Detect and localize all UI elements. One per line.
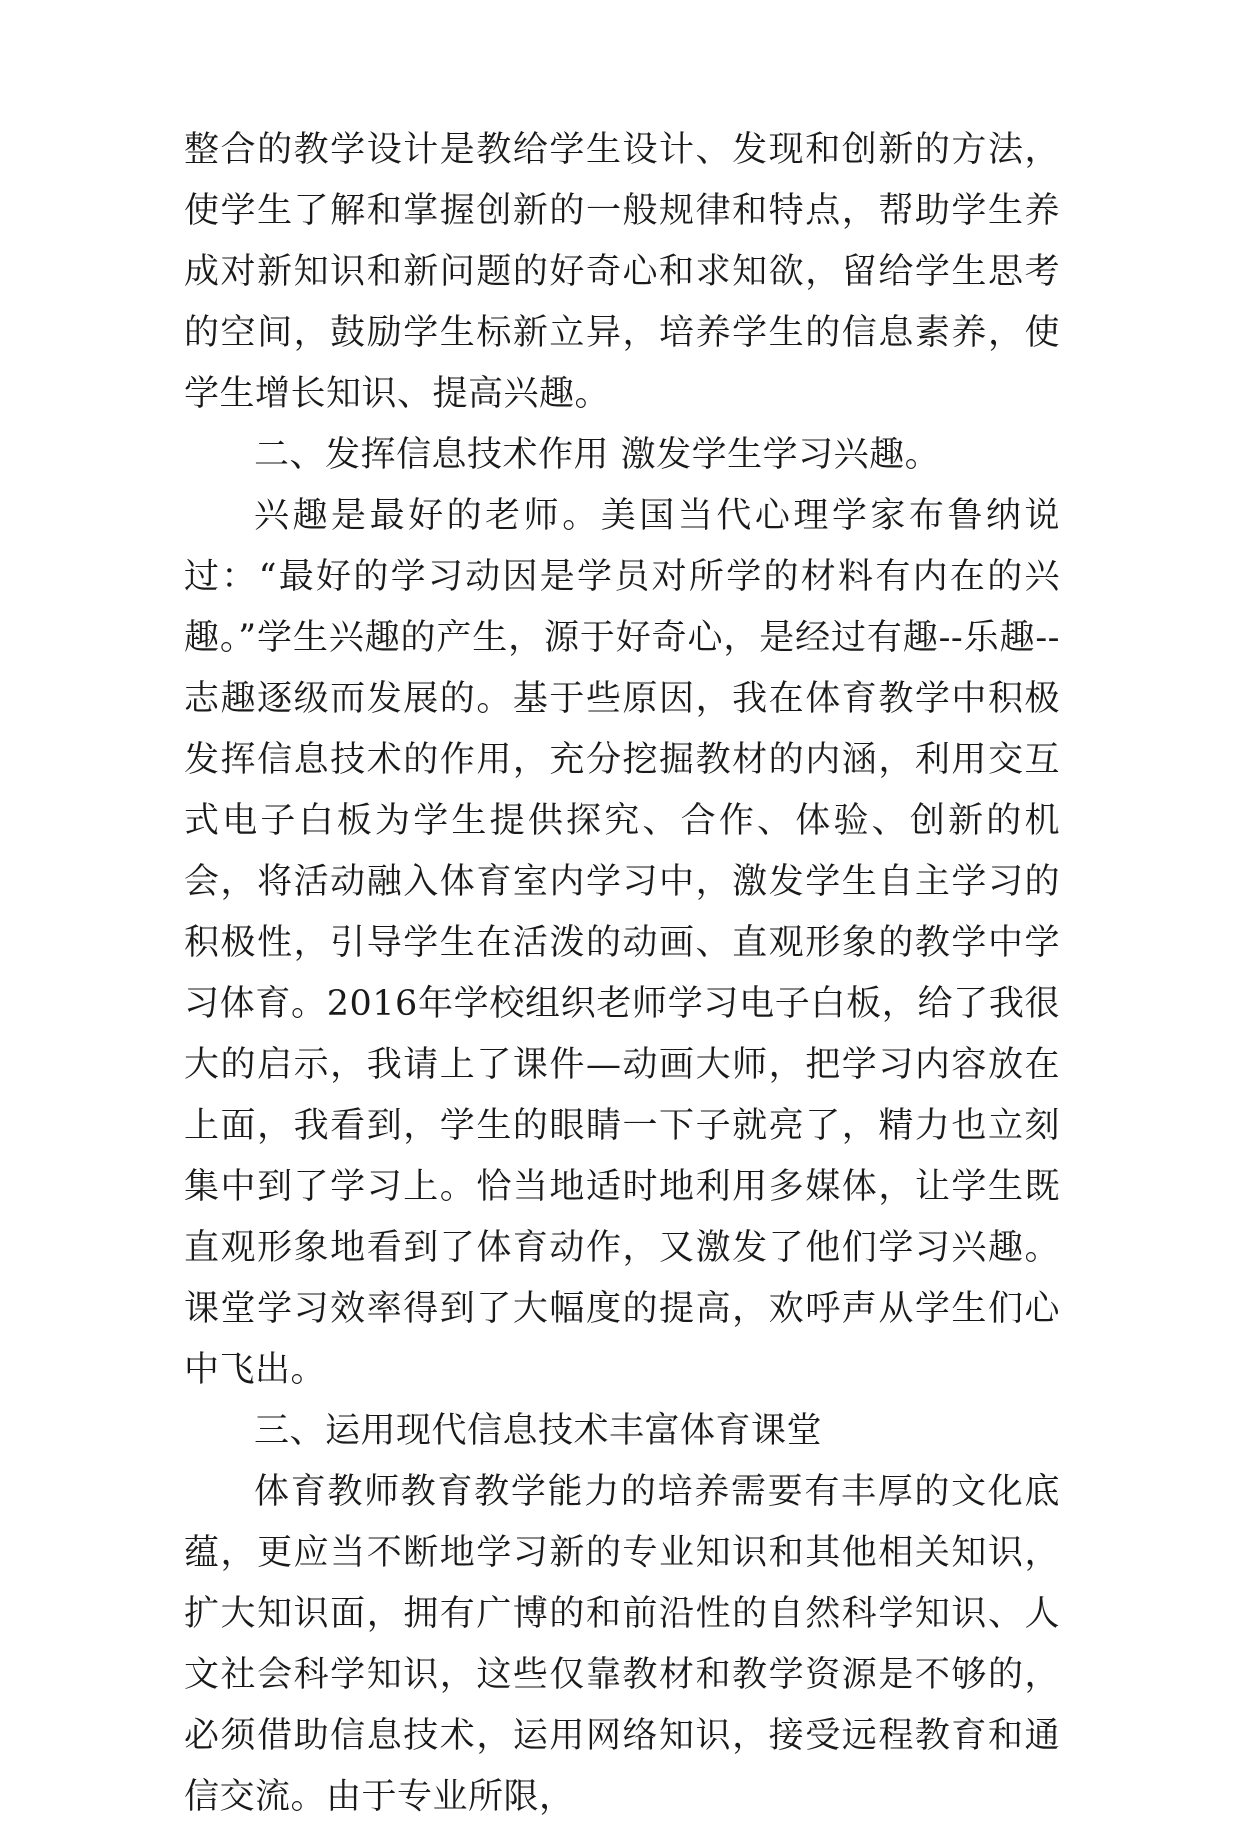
paragraph-design-methods: 整合的教学设计是教给学生设计、发现和创新的方法，使学生了解和掌握创新的一般规律和特点，帮助学生养成对新知识和新问题的好奇心和求知欲，留给学生思考的空间，鼓励学生标新立异，培养学生的信息素养，使学生增长知识、提高兴趣。	[184, 130, 1060, 414]
paragraph-interest: 兴趣是最好的老师。美国当代心理学家布鲁纳说过：“最好的学习动因是学员对所学的材料有内在的兴趣。”学生兴趣的产生，源于好奇心，是经过有趣--乐趣--志趣逐级而发展的。基于些原因，我在体育教学中积极发挥信息技术的作用，充分挖掘教材的内涵，利用交互式电子白板为学生提供探究、合作、体验、创新的机会，将活动融入体育室内学习中，激发学生自主学习的积极性，引导学生在活泼的动画、直观形象的教学中学习体育。2016年学校组织老师学习电子白板，给了我很大的启示，我请上了课件—动画大师，把学习内容放在上面，我看到，学生的眼睛一下子就亮了，精力也立刻集中到了学习上。恰当地适时地利用多媒体，让学生既直观形象地看到了体育动作，又激发了他们学习兴趣。课堂学习效率得到了大幅度的提高，欢呼声从学生们心中飞出。	[184, 496, 1060, 1390]
section-heading-three: 三、运用现代信息技术丰富体育课堂	[254, 1411, 823, 1451]
section-heading-two: 二、发挥信息技术作用 激发学生学习兴趣。	[254, 435, 941, 475]
paragraph-teacher-ability: 体育教师教育教学能力的培养需要有丰厚的文化底蕴，更应当不断地学习新的专业知识和其他相关知识，扩大知识面，拥有广博的和前沿性的自然科学知识、人文社会科学知识，这些仅靠教材和教学资源是不够的，必须借助信息技术，运用网络知识，接受远程教育和通信交流。由于专业所限，	[184, 1472, 1060, 1817]
document-body	[184, 120, 1060, 1828]
